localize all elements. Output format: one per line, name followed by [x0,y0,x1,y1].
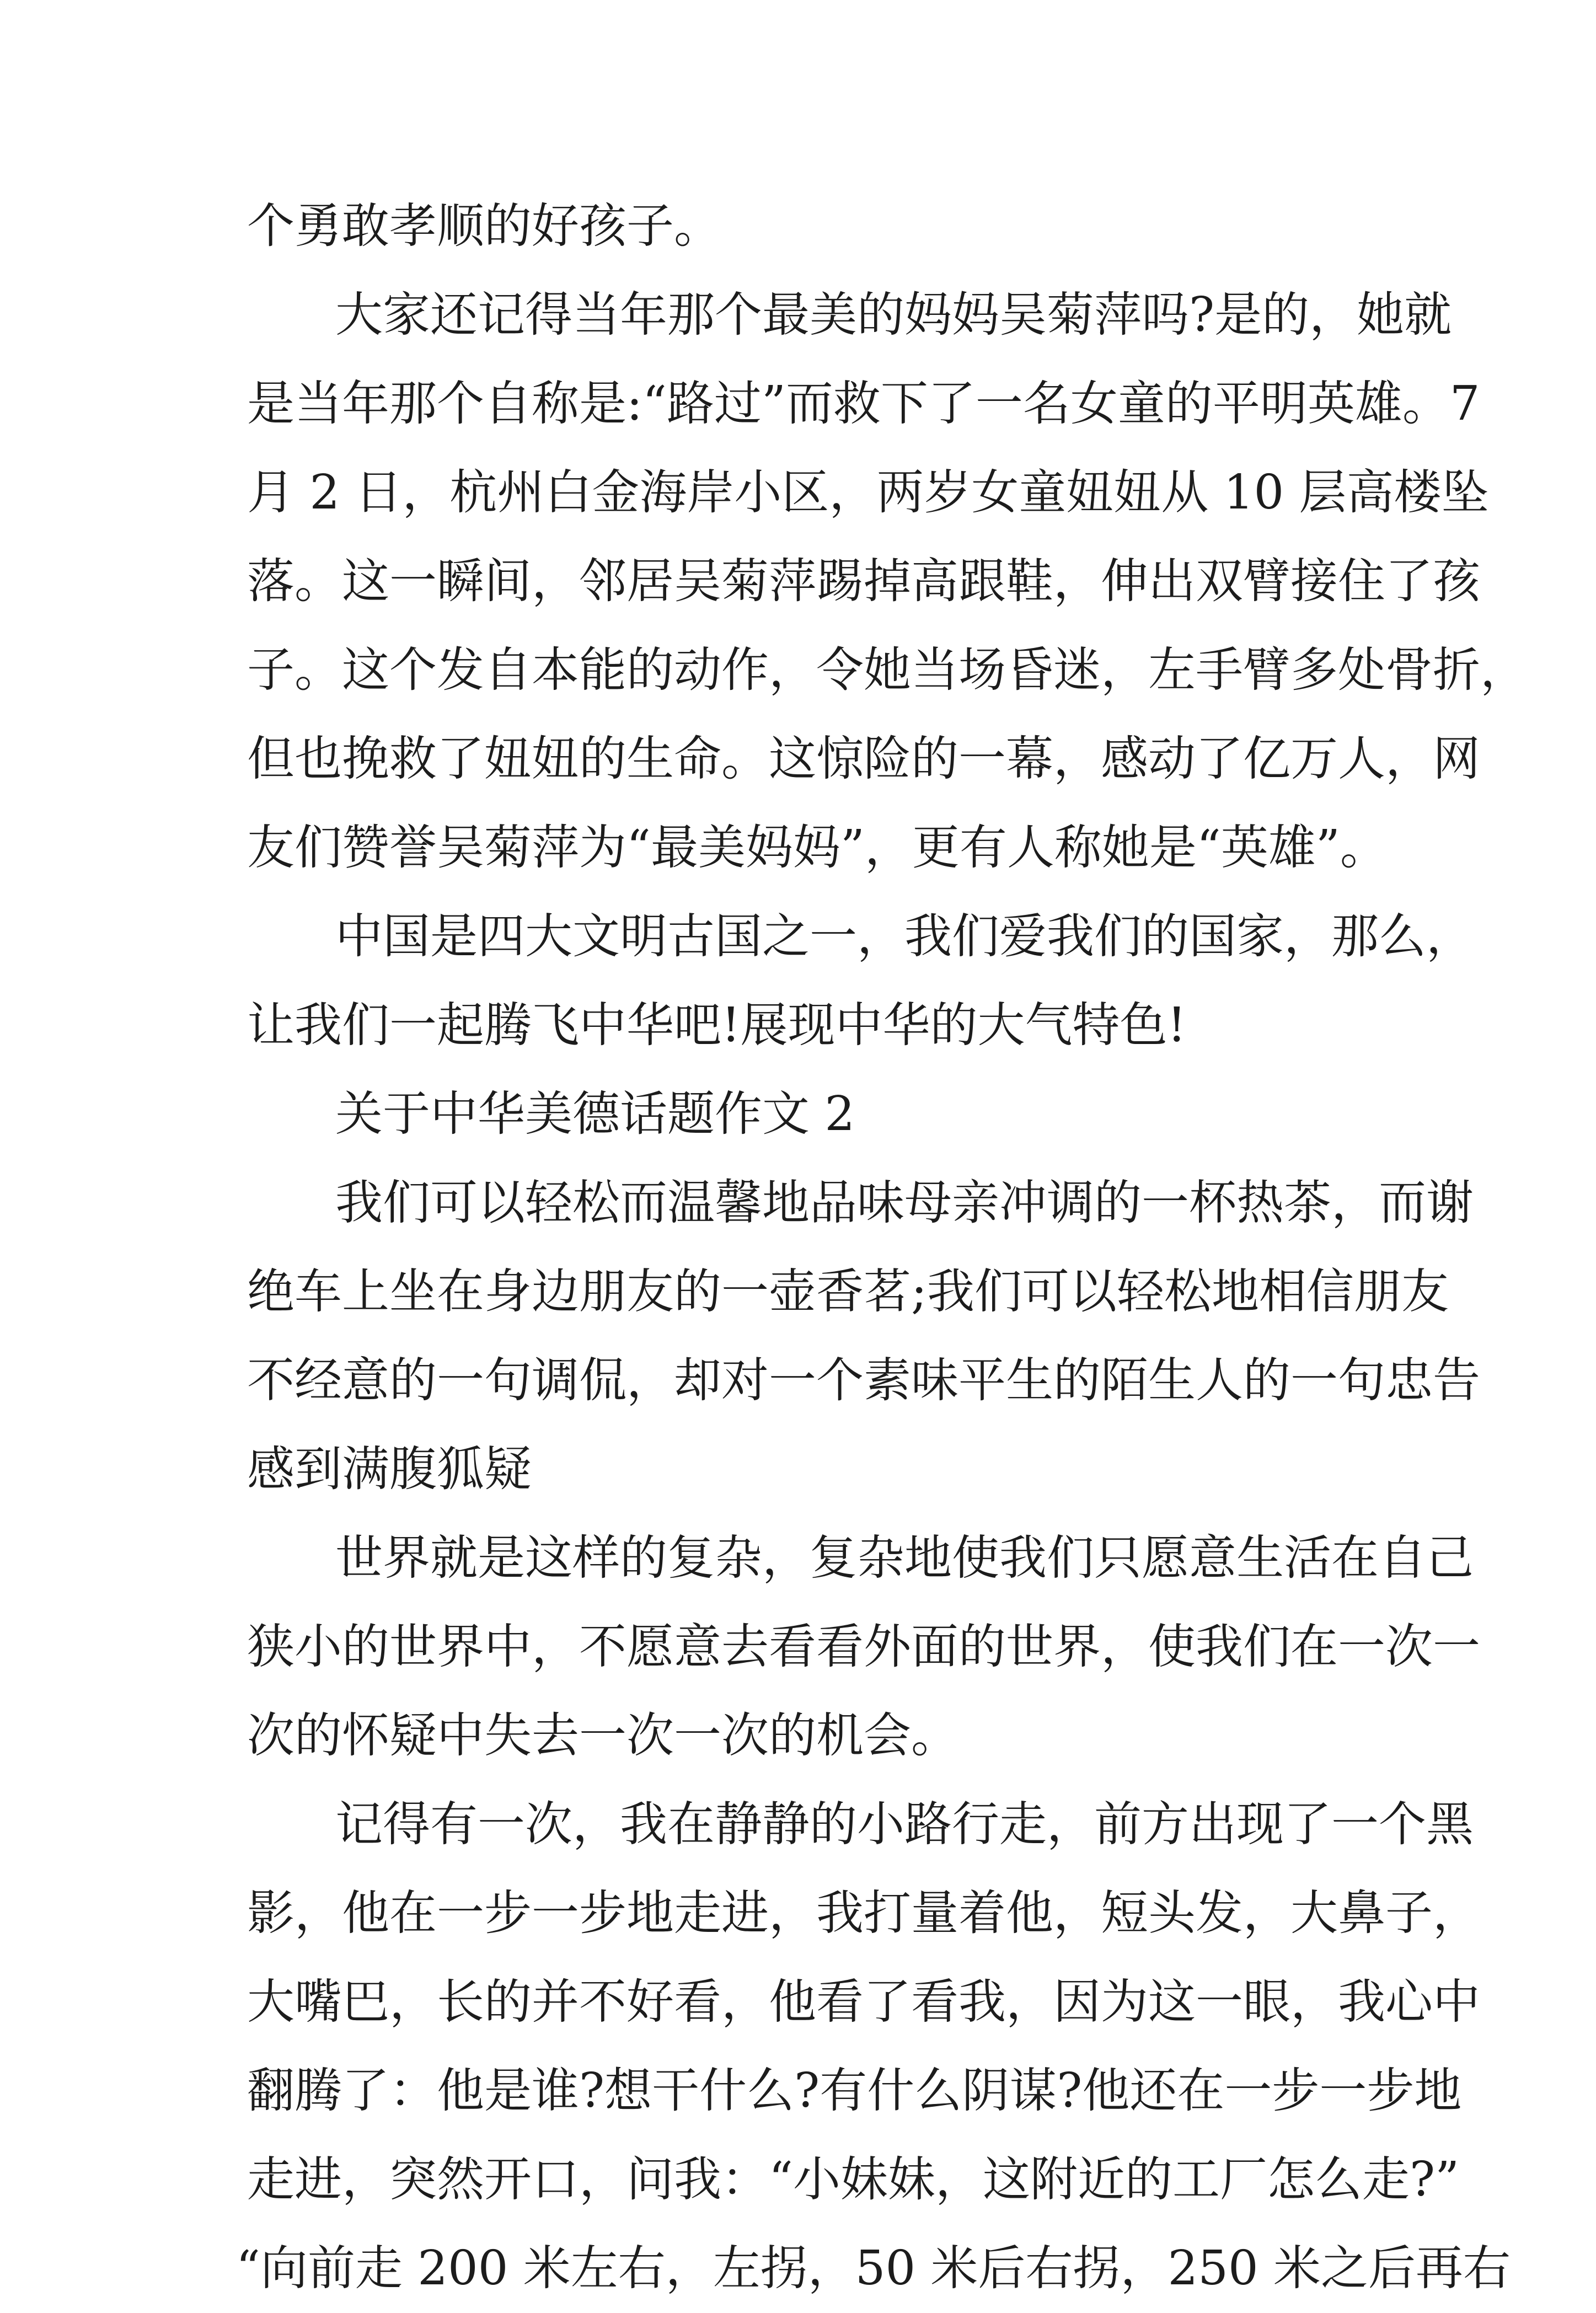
paragraph-first-line: 我们可以轻松而温馨地品味母亲冲调的一杯热茶，而谢 [335,1175,1474,1230]
paragraph-first-line: 记得有一次，我在静静的小路行走，前方出现了一个黑 [335,1797,1474,1852]
text-line: 绝车上坐在身边朋友的一壶香茗;我们可以轻松地相信朋友 [247,1264,1449,1319]
text-line: 影，他在一步一步地走进，我打量着他，短头发，大鼻子， [247,1886,1480,1941]
text-line: 是当年那个自称是:“路过”而救下了一名女童的平明英雄。7 [247,376,1480,431]
text-line: 不经意的一句调侃，却对一个素味平生的陌生人的一句忠告 [247,1353,1480,1408]
paragraph-first-line: 大家还记得当年那个最美的妈妈吴菊萍吗?是的，她就 [335,287,1452,342]
text-line: 大嘴巴，长的并不好看，他看了看我，因为这一眼，我心中 [247,1974,1480,2030]
paragraph-first-line: 世界就是这样的复杂，复杂地使我们只愿意生活在自己 [335,1530,1474,1586]
text-line: 次的怀疑中失去一次一次的机会。 [247,1708,958,1763]
text-line: 但也挽救了妞妞的生命。这惊险的一幕，感动了亿万人，网 [247,731,1480,786]
text-line: 子。这个发自本能的动作，令她当场昏迷，左手臂多处骨折， [247,642,1528,698]
text-line: 狭小的世界中，不愿意去看看外面的世界，使我们在一次一 [247,1619,1480,1674]
text-line: 月 2 日，杭州白金海岸小区，两岁女童妞妞从 10 层高楼坠 [247,465,1489,520]
text-line: 让我们一起腾飞中华吧!展现中华的大气特色! [247,998,1187,1053]
essay-text [236,182,1528,2313]
text-line: 个勇敢孝顺的好孩子。 [247,199,721,254]
text-line: 翻腾了：他是谁?想干什么?有什么阴谋?他还在一步一步地 [247,2063,1462,2118]
paragraph-first-line: 中国是四大文明古国之一，我们爱我们的国家，那么， [335,909,1474,964]
text-line: 感到满腹狐疑 [247,1442,532,1497]
text-line: “向前走 200 米左右，左拐，50 米后右拐，250 米之后再右 [236,2241,1511,2296]
section-heading: 关于中华美德话题作文 2 [335,1086,855,1142]
text-line: 走进，突然开口，问我：“小妹妹，这附近的工厂怎么走?” [247,2152,1460,2207]
text-line: 落。这一瞬间，邻居吴菊萍踢掉高跟鞋，伸出双臂接住了孩 [247,554,1480,609]
text-line: 友们赞誉吴菊萍为“最美妈妈”，更有人称她是“英雄”。 [247,820,1388,875]
